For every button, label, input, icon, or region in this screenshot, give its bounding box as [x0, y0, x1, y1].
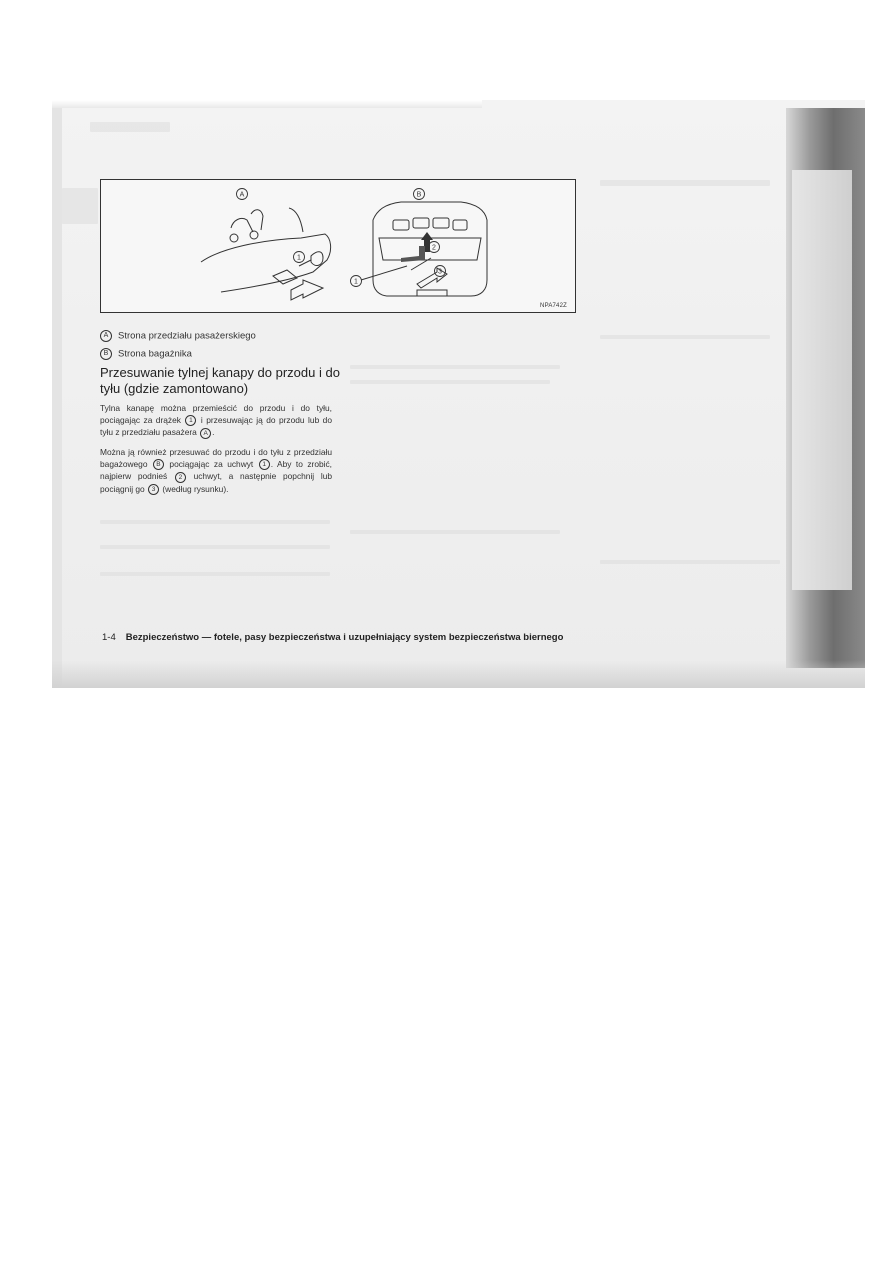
- legend-item-b: [100, 348, 192, 360]
- section-title: Przesuwanie tylnej kanapy do przodu i do tyłu (gdzie zamontowano): [100, 365, 340, 396]
- bleedthrough-right-panel: [792, 170, 852, 590]
- bleedthrough-mark: [600, 560, 780, 564]
- seat-illustration: [101, 180, 575, 312]
- legend-symbol: B: [100, 348, 112, 360]
- paragraph-text: (według rysunku).: [162, 483, 229, 494]
- bleedthrough-mark: [100, 520, 330, 524]
- paragraph-text: Tylna kanapę można przemieścić do przodu i do tyłu, pociągając za drążek: [100, 403, 332, 426]
- paragraph-text: pociągając za uchwyt: [169, 459, 254, 470]
- bleedthrough-mark: [350, 380, 550, 384]
- figure-num-2: 2: [432, 244, 436, 252]
- seat-adjustment-figure: [100, 179, 576, 313]
- paragraph-text: . Aby to zrobić, najpierw podnieś: [100, 459, 333, 482]
- paragraph-2: [100, 446, 332, 495]
- figure-num-1-a: 1: [297, 254, 301, 262]
- circled-letter: A: [200, 428, 211, 439]
- bleedthrough-mark: [62, 188, 98, 224]
- bleedthrough-mark: [100, 545, 330, 549]
- bleedthrough-mark: [100, 572, 330, 576]
- circled-number: 1: [259, 459, 270, 470]
- page-bottom-shadow: [52, 660, 865, 688]
- page-number: 1-4: [102, 632, 116, 643]
- figure-num-3: 3: [438, 268, 442, 276]
- legend-symbol: A: [100, 330, 112, 342]
- legend-text: Strona bagażnika: [118, 348, 192, 360]
- footer-title: Bezpieczeństwo — fotele, pasy bezpieczeństwa i uzupełniający system bezpieczeństwa biernego: [125, 632, 564, 643]
- legend-text: Strona przedziału pasażerskiego: [118, 330, 256, 342]
- bleedthrough-mark: [90, 122, 170, 132]
- bleedthrough-mark: [600, 335, 770, 339]
- page-footer: [102, 632, 563, 643]
- circled-number: 3: [148, 484, 159, 495]
- circled-number: 2: [175, 472, 186, 483]
- bleedthrough-mark: [600, 180, 770, 186]
- page-left-strip: [52, 108, 62, 688]
- bleedthrough-mark: [350, 530, 560, 534]
- circled-letter: B: [153, 459, 164, 470]
- legend-item-a: [100, 330, 256, 342]
- paragraph-text: .: [212, 427, 215, 438]
- figure-label-a: A: [239, 191, 245, 199]
- paragraph-text: i przesuwając ją do przodu lub do tyłu z przedziału pasażera: [100, 415, 333, 438]
- circled-number: 1: [185, 415, 196, 426]
- paragraph-text: Można ją również przesuwać do przodu i do tyłu z przedziału bagażowego: [100, 447, 332, 470]
- figure-num-1-b: 1: [354, 278, 358, 286]
- paragraph-1: [100, 402, 332, 439]
- figure-code: NPA742Z: [540, 303, 567, 309]
- bleedthrough-mark: [350, 365, 560, 369]
- page-top-edge: [52, 100, 482, 108]
- paragraph-text: uchwyt, a następnie popchnij lub pociągnij go: [100, 471, 333, 494]
- figure-label-b: B: [416, 191, 422, 199]
